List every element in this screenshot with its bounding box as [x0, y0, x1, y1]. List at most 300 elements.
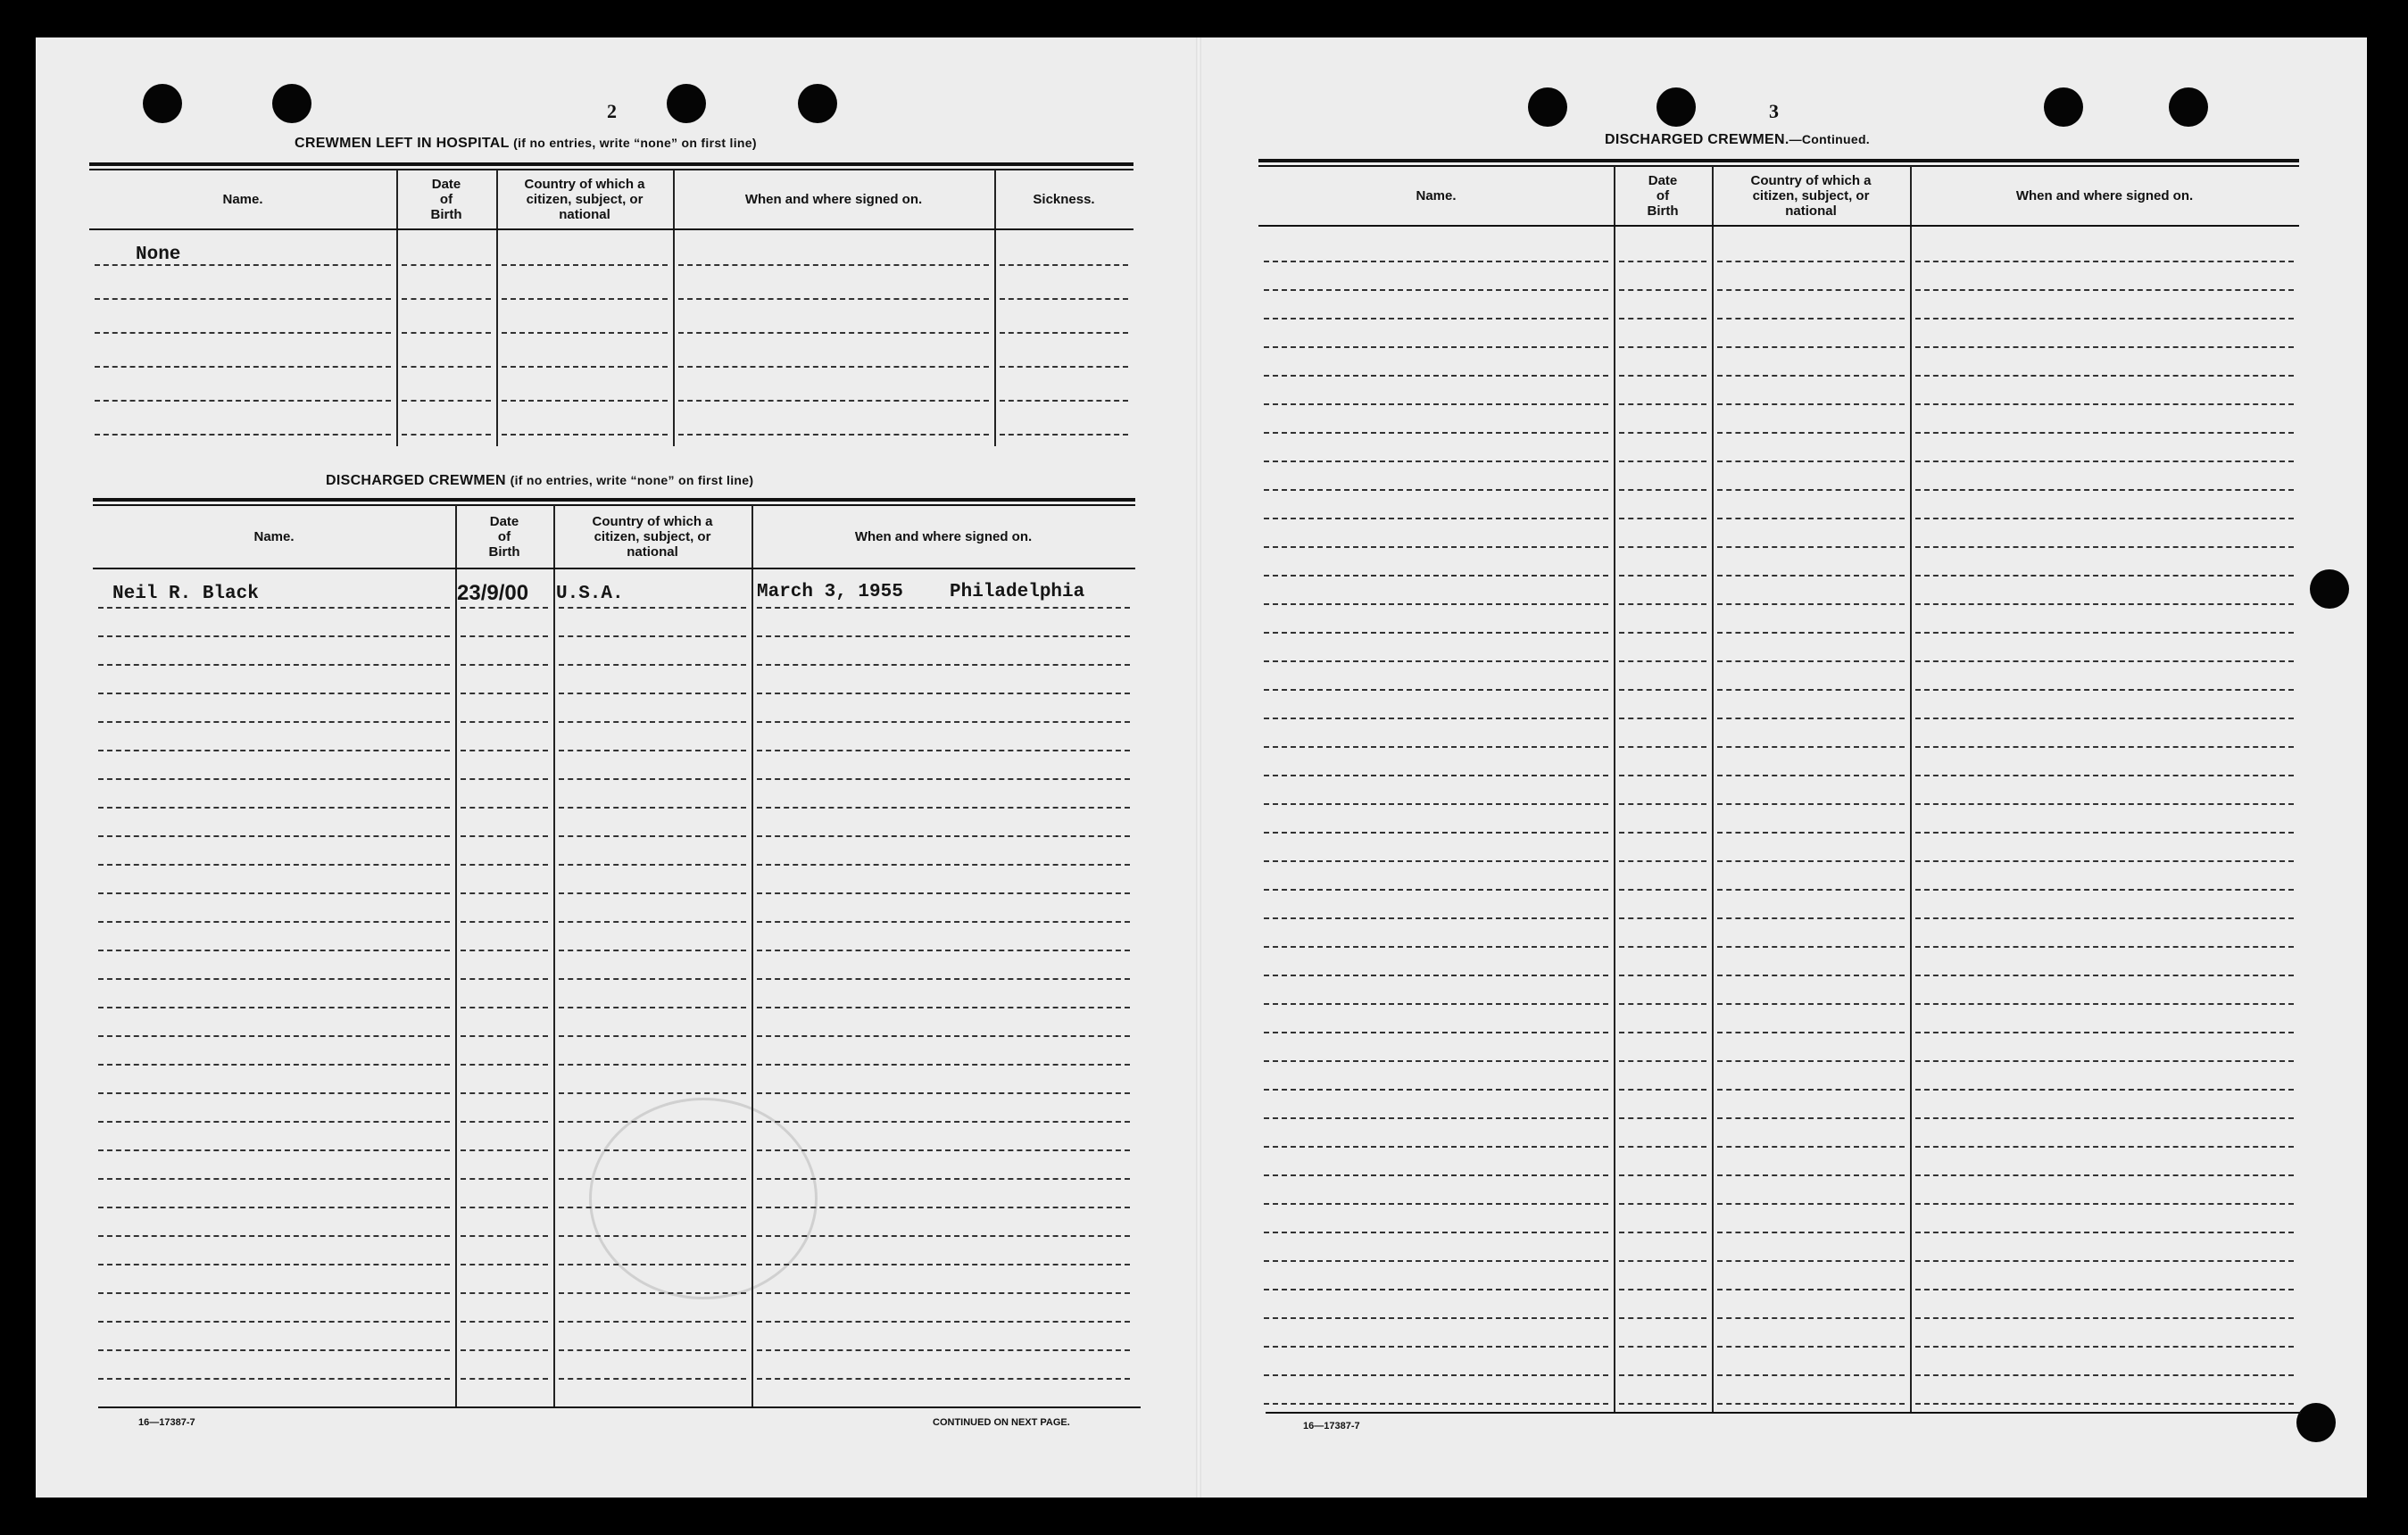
- hospital-section-title: CREWMEN LEFT IN HOSPITAL (if no entries, write “none” on first line): [295, 136, 757, 151]
- ruled-line: [1619, 1289, 1706, 1290]
- ruled-line: [1619, 375, 1706, 377]
- ruled-line: [98, 1064, 450, 1066]
- ruled-line: [98, 635, 450, 637]
- ruled-line: [402, 332, 491, 334]
- ruled-line: [98, 835, 450, 837]
- ruled-line: [757, 1092, 1130, 1094]
- discharged-dob: 23/9/00: [457, 581, 529, 605]
- ruled-line: [757, 1378, 1130, 1380]
- ruled-line: [1915, 1374, 2294, 1376]
- continued-note: CONTINUED ON NEXT PAGE.: [933, 1417, 1070, 1428]
- column-header: When and where signed on.: [744, 191, 923, 207]
- column-divider: [1712, 166, 1714, 1412]
- ruled-line: [757, 664, 1130, 666]
- ruled-line: [1264, 832, 1608, 834]
- ruled-line: [1619, 1174, 1706, 1176]
- ruled-line: [461, 1292, 548, 1294]
- faded-stamp: [589, 1098, 818, 1299]
- punch-hole: [1528, 87, 1567, 127]
- ruled-line: [559, 892, 746, 894]
- ruled-line: [757, 721, 1130, 723]
- ruled-line: [1264, 375, 1608, 377]
- ruled-line: [757, 693, 1130, 694]
- ruled-line: [757, 835, 1130, 837]
- ruled-line: [98, 1007, 450, 1008]
- ruled-line: [1619, 489, 1706, 491]
- ruled-line: [98, 892, 450, 894]
- ruled-line: [1915, 1317, 2294, 1319]
- ruled-line: [461, 892, 548, 894]
- column-divider: [751, 505, 753, 1406]
- ruled-line: [1000, 366, 1128, 368]
- ruled-line: [502, 400, 668, 402]
- ruled-line: [1915, 1346, 2294, 1348]
- ruled-line: [1915, 775, 2294, 776]
- ruled-line: [1915, 575, 2294, 577]
- ruled-line: [559, 750, 746, 751]
- column-divider: [1614, 166, 1615, 1412]
- ruled-line: [1915, 289, 2294, 291]
- ruled-line: [1619, 546, 1706, 548]
- ruled-line: [1619, 803, 1706, 805]
- ruled-line: [98, 864, 450, 866]
- ruled-line: [461, 1378, 548, 1380]
- ruled-line: [98, 778, 450, 780]
- ruled-line: [461, 978, 548, 980]
- ruled-line: [1717, 889, 1905, 891]
- ruled-line: [1619, 1117, 1706, 1119]
- ruled-line: [1264, 318, 1608, 319]
- ruled-line: [1619, 261, 1706, 262]
- ruled-line: [1717, 746, 1905, 748]
- ruled-line: [461, 950, 548, 951]
- ruled-line: [1619, 1403, 1706, 1405]
- ruled-line: [1915, 1260, 2294, 1262]
- punch-hole: [2169, 87, 2208, 127]
- column-divider: [455, 505, 457, 1406]
- ruled-line: [1717, 1374, 1905, 1376]
- ruled-line: [1619, 1003, 1706, 1005]
- ruled-line: [98, 1321, 450, 1323]
- ruled-line: [559, 1092, 746, 1094]
- ruled-line: [1717, 603, 1905, 605]
- ruled-line: [98, 664, 450, 666]
- ruled-line: [1717, 1289, 1905, 1290]
- ruled-line: [1717, 575, 1905, 577]
- ruled-line: [1619, 603, 1706, 605]
- ruled-line: [1915, 403, 2294, 405]
- ruled-line: [1264, 518, 1608, 519]
- ruled-line: [1619, 1232, 1706, 1233]
- ruled-line: [1915, 889, 2294, 891]
- ruled-line: [559, 950, 746, 951]
- ruled-line: [1264, 1232, 1608, 1233]
- ruled-line: [1717, 1346, 1905, 1348]
- ruled-line: [98, 1292, 450, 1294]
- ruled-line: [757, 807, 1130, 809]
- ruled-line: [1915, 946, 2294, 948]
- ruled-line: [461, 1007, 548, 1008]
- ruled-line: [678, 264, 989, 266]
- ruled-line: [1717, 375, 1905, 377]
- ruled-line: [559, 835, 746, 837]
- ruled-line: [1915, 1403, 2294, 1405]
- ruled-line: [1619, 346, 1706, 348]
- ruled-line: [678, 434, 989, 436]
- ruled-line: [502, 298, 668, 300]
- ruled-line: [757, 1178, 1130, 1180]
- ruled-line: [1915, 1032, 2294, 1033]
- ruled-line: [559, 1035, 746, 1037]
- ruled-line: [757, 921, 1130, 923]
- ruled-line: [461, 1178, 548, 1180]
- ruled-line: [1915, 746, 2294, 748]
- ruled-line: [1619, 775, 1706, 776]
- ruled-line: [461, 721, 548, 723]
- ruled-line: [559, 778, 746, 780]
- ruled-line: [98, 978, 450, 980]
- ruled-line: [1915, 1003, 2294, 1005]
- ruled-line: [1915, 1203, 2294, 1205]
- punch-hole: [272, 84, 311, 123]
- ruled-line: [461, 664, 548, 666]
- ruled-line: [461, 807, 548, 809]
- ruled-line: [461, 750, 548, 751]
- ruled-line: [1619, 1260, 1706, 1262]
- ruled-line: [98, 693, 450, 694]
- ruled-line: [1717, 718, 1905, 719]
- ruled-line: [757, 1121, 1130, 1123]
- ruled-line: [502, 264, 668, 266]
- column-header: Date of Birth: [1647, 172, 1679, 219]
- ruled-line: [402, 366, 491, 368]
- ruled-line: [1264, 718, 1608, 719]
- ruled-line: [1619, 575, 1706, 577]
- punch-hole: [1657, 87, 1696, 127]
- ruled-line: [98, 921, 450, 923]
- ruled-line: [559, 1064, 746, 1066]
- ruled-line: [1619, 1374, 1706, 1376]
- header-underline: [1258, 225, 2299, 227]
- ruled-line: [757, 750, 1130, 751]
- ruled-line: [1915, 660, 2294, 662]
- ruled-line: [757, 1149, 1130, 1151]
- ruled-line: [1000, 400, 1128, 402]
- ruled-line: [461, 607, 548, 609]
- ruled-line: [1619, 460, 1706, 462]
- ruled-line: [95, 400, 391, 402]
- ruled-line: [1915, 832, 2294, 834]
- ruled-line: [461, 693, 548, 694]
- ruled-line: [1264, 289, 1608, 291]
- ruled-line: [95, 332, 391, 334]
- right-bottom-rule: [1266, 1412, 2301, 1414]
- ruled-line: [1717, 660, 1905, 662]
- ruled-line: [1619, 518, 1706, 519]
- ruled-line: [1915, 318, 2294, 319]
- ruled-line: [559, 1149, 746, 1151]
- ruled-line: [559, 1207, 746, 1208]
- ruled-line: [1619, 403, 1706, 405]
- ruled-line: [1717, 1260, 1905, 1262]
- ruled-line: [98, 1264, 450, 1265]
- ruled-line: [1717, 1146, 1905, 1148]
- ruled-line: [402, 264, 491, 266]
- ruled-line: [461, 1321, 548, 1323]
- ruled-line: [1915, 489, 2294, 491]
- ruled-line: [1264, 1203, 1608, 1205]
- ruled-line: [1264, 689, 1608, 691]
- ruled-line: [1264, 1003, 1608, 1005]
- ruled-line: [1915, 1146, 2294, 1148]
- ruled-line: [502, 332, 668, 334]
- ruled-line: [559, 1121, 746, 1123]
- ruled-line: [559, 635, 746, 637]
- column-header: Name.: [222, 191, 263, 207]
- ruled-line: [1717, 1174, 1905, 1176]
- ruled-line: [559, 1321, 746, 1323]
- ruled-line: [461, 1121, 548, 1123]
- ruled-line: [1915, 975, 2294, 976]
- discharged-country: U.S.A.: [556, 584, 624, 604]
- ruled-line: [1619, 1032, 1706, 1033]
- ruled-line: [502, 434, 668, 436]
- ruled-line: [461, 635, 548, 637]
- ruled-line: [1717, 318, 1905, 319]
- ruled-line: [1717, 803, 1905, 805]
- ruled-line: [1915, 1289, 2294, 1290]
- ruled-line: [98, 721, 450, 723]
- ruled-line: [1264, 803, 1608, 805]
- ruled-line: [98, 807, 450, 809]
- ruled-line: [757, 1292, 1130, 1294]
- ruled-line: [1915, 1060, 2294, 1062]
- ruled-line: [98, 1207, 450, 1208]
- ruled-line: [1915, 346, 2294, 348]
- ruled-line: [1915, 803, 2294, 805]
- ruled-line: [1264, 1089, 1608, 1091]
- ruled-line: [1619, 432, 1706, 434]
- ruled-line: [1264, 1346, 1608, 1348]
- ruled-line: [1915, 432, 2294, 434]
- ruled-line: [678, 400, 989, 402]
- ruled-line: [98, 950, 450, 951]
- ruled-line: [1717, 1089, 1905, 1091]
- ruled-line: [1717, 917, 1905, 919]
- ruled-line: [1915, 1089, 2294, 1091]
- ruled-line: [757, 1035, 1130, 1037]
- ruled-line: [1915, 860, 2294, 862]
- ruled-line: [1264, 432, 1608, 434]
- column-divider: [1910, 166, 1912, 1412]
- ruled-line: [1264, 1146, 1608, 1148]
- ruled-line: [1717, 1003, 1905, 1005]
- ruled-line: [559, 864, 746, 866]
- header-underline: [93, 568, 1135, 569]
- ruled-line: [1619, 1317, 1706, 1319]
- ruled-line: [1915, 1232, 2294, 1233]
- ruled-line: [461, 1035, 548, 1037]
- ruled-line: [1717, 975, 1905, 976]
- page-number: 2: [607, 100, 617, 122]
- discharged-place: Philadelphia: [950, 582, 1085, 602]
- ruled-line: [1264, 860, 1608, 862]
- ruled-line: [461, 1064, 548, 1066]
- ruled-line: [1915, 718, 2294, 719]
- ruled-line: [461, 1092, 548, 1094]
- ruled-line: [1264, 460, 1608, 462]
- ruled-line: [402, 400, 491, 402]
- ruled-line: [559, 807, 746, 809]
- ruled-line: [757, 607, 1130, 609]
- ruled-line: [1717, 432, 1905, 434]
- column-divider: [553, 505, 555, 1406]
- ruled-line: [1619, 746, 1706, 748]
- ruled-line: [1915, 689, 2294, 691]
- ruled-line: [1264, 975, 1608, 976]
- column-divider: [994, 170, 996, 446]
- ruled-line: [1264, 403, 1608, 405]
- discharged-name: Neil R. Black: [112, 584, 259, 604]
- ruled-line: [1717, 1203, 1905, 1205]
- ruled-line: [1264, 1260, 1608, 1262]
- ruled-line: [1000, 264, 1128, 266]
- ruled-line: [1264, 575, 1608, 577]
- ruled-line: [1264, 1289, 1608, 1290]
- hospital-top-rule-2: [89, 169, 1133, 170]
- form-number: 16—17387-7: [138, 1417, 195, 1428]
- continued-top-rule: [1258, 159, 2299, 162]
- ruled-line: [1264, 632, 1608, 634]
- ruled-line: [461, 1207, 548, 1208]
- ruled-line: [461, 921, 548, 923]
- ruled-line: [1619, 1346, 1706, 1348]
- ruled-line: [1619, 632, 1706, 634]
- ruled-line: [559, 921, 746, 923]
- ruled-line: [1915, 632, 2294, 634]
- column-header: Country of which a citizen, subject, or national: [524, 176, 645, 222]
- ruled-line: [757, 1264, 1130, 1265]
- discharged-top-rule-2: [93, 504, 1135, 506]
- ruled-line: [1915, 460, 2294, 462]
- ruled-line: [757, 778, 1130, 780]
- ruled-line: [98, 1178, 450, 1180]
- document-sheet: [36, 37, 2367, 1498]
- ruled-line: [98, 1378, 450, 1380]
- column-header: Name.: [253, 528, 295, 544]
- ruled-line: [1619, 860, 1706, 862]
- discharged-top-rule: [93, 498, 1135, 502]
- punch-hole: [2044, 87, 2083, 127]
- ruled-line: [1619, 289, 1706, 291]
- ruled-line: [1264, 261, 1608, 262]
- ruled-line: [1619, 832, 1706, 834]
- ruled-line: [678, 298, 989, 300]
- ruled-line: [757, 892, 1130, 894]
- ruled-line: [95, 434, 391, 436]
- column-header: Country of which a citizen, subject, or national: [592, 513, 713, 560]
- ruled-line: [1717, 346, 1905, 348]
- ruled-line: [1000, 332, 1128, 334]
- ruled-line: [1915, 603, 2294, 605]
- ruled-line: [1717, 1232, 1905, 1233]
- ruled-line: [1000, 298, 1128, 300]
- column-header: Sickness.: [1033, 191, 1095, 207]
- ruled-line: [757, 1207, 1130, 1208]
- ruled-line: [757, 1064, 1130, 1066]
- ruled-line: [1717, 518, 1905, 519]
- ruled-line: [502, 366, 668, 368]
- ruled-line: [1717, 489, 1905, 491]
- ruled-line: [1619, 689, 1706, 691]
- ruled-line: [1619, 718, 1706, 719]
- ruled-line: [559, 1007, 746, 1008]
- ruled-line: [757, 1007, 1130, 1008]
- ruled-line: [1717, 403, 1905, 405]
- ruled-line: [757, 950, 1130, 951]
- ruled-line: [1717, 289, 1905, 291]
- punch-hole: [2310, 569, 2349, 609]
- ruled-line: [1619, 1146, 1706, 1148]
- ruled-line: [1915, 1174, 2294, 1176]
- ruled-line: [1717, 460, 1905, 462]
- ruled-line: [1619, 946, 1706, 948]
- ruled-line: [1000, 434, 1128, 436]
- ruled-line: [1264, 346, 1608, 348]
- ruled-line: [1264, 1317, 1608, 1319]
- ruled-line: [98, 1092, 450, 1094]
- ruled-line: [95, 298, 391, 300]
- ruled-line: [461, 1264, 548, 1265]
- column-header: Country of which a citizen, subject, or national: [1750, 172, 1872, 219]
- header-underline: [89, 228, 1133, 230]
- ruled-line: [1264, 1374, 1608, 1376]
- ruled-line: [678, 332, 989, 334]
- ruled-line: [559, 1349, 746, 1351]
- punch-hole: [143, 84, 182, 123]
- ruled-line: [1619, 917, 1706, 919]
- discharged-date: March 3, 1955: [757, 582, 903, 602]
- ruled-line: [559, 664, 746, 666]
- ruled-line: [98, 1149, 450, 1151]
- ruled-line: [1264, 1174, 1608, 1176]
- ruled-line: [1915, 261, 2294, 262]
- ruled-line: [1717, 946, 1905, 948]
- ruled-line: [1264, 1403, 1608, 1405]
- ruled-line: [757, 864, 1130, 866]
- ruled-line: [1264, 1117, 1608, 1119]
- ruled-line: [1717, 1317, 1905, 1319]
- column-header: When and where signed on.: [854, 528, 1033, 544]
- ruled-line: [461, 1235, 548, 1237]
- ruled-line: [1264, 546, 1608, 548]
- ruled-line: [1717, 860, 1905, 862]
- column-header: Name.: [1416, 187, 1457, 203]
- ruled-line: [1619, 975, 1706, 976]
- ruled-line: [1619, 660, 1706, 662]
- ruled-line: [1915, 546, 2294, 548]
- ruled-line: [402, 298, 491, 300]
- ruled-line: [1717, 775, 1905, 776]
- ruled-line: [1619, 1203, 1706, 1205]
- ruled-line: [757, 1321, 1130, 1323]
- punch-hole: [798, 84, 837, 123]
- page-fold: [1196, 37, 1201, 1498]
- ruled-line: [95, 264, 391, 266]
- ruled-line: [1717, 1060, 1905, 1062]
- left-bottom-rule: [98, 1406, 1141, 1408]
- ruled-line: [461, 864, 548, 866]
